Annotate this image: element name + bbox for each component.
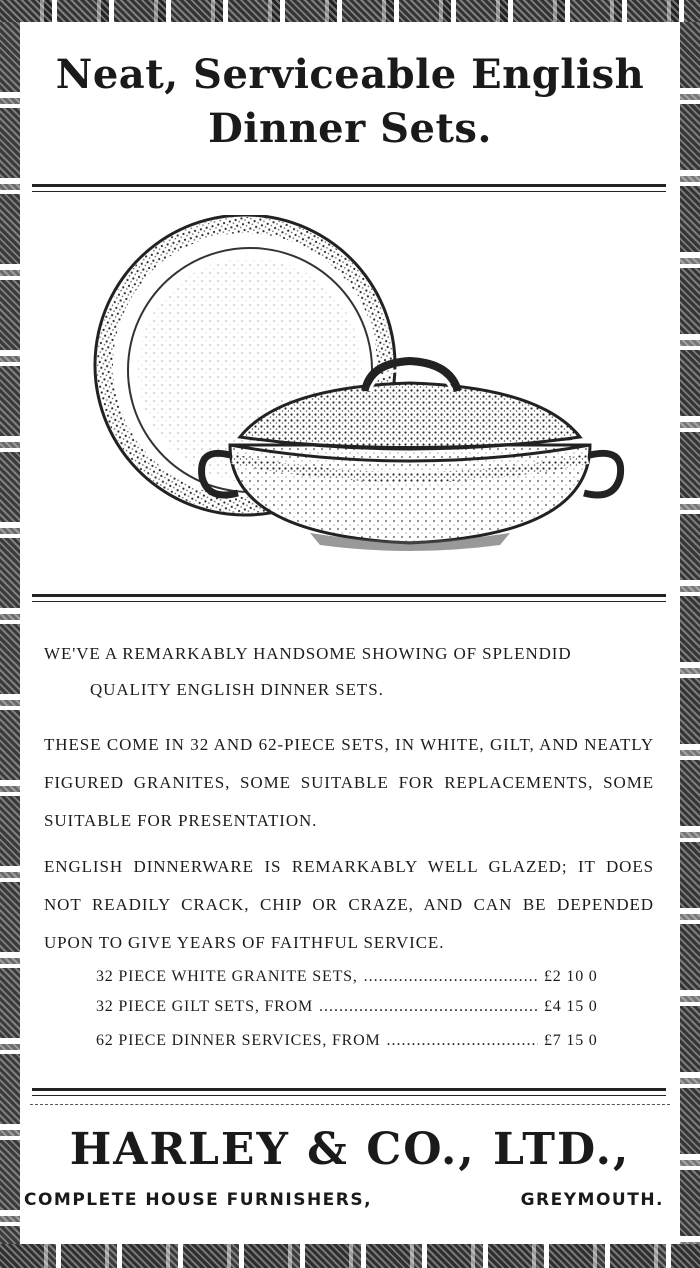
leader-dots: [364, 968, 538, 986]
leader-dots: [319, 998, 538, 1016]
price-row: [96, 968, 636, 998]
leader-dots: [387, 1032, 538, 1050]
dinner-set-illustration: [80, 215, 640, 585]
price-amount: £2 10 0: [544, 968, 598, 985]
price-label: 32 PIECE GILT SETS, FROM: [96, 998, 314, 1015]
divider-middle: [32, 594, 666, 597]
price-amount: £4 15 0: [544, 998, 598, 1015]
headline: [30, 48, 670, 156]
decorative-border-right: [680, 22, 700, 1244]
divider-bottom: [32, 1088, 666, 1091]
intro-line-1: WE'VE A REMARKABLY HANDSOME SHOWING OF SPLENDID: [44, 644, 572, 663]
location: GREYMOUTH.: [520, 1190, 664, 1210]
sets-paragraph: THESE COME IN 32 AND 62-PIECE SETS, IN WHITE, GILT, AND NEATLY FIGURED GRANITES, SOME SUITABLE FOR REPLACEMENTS, SOME SUITABLE FOR PRESENTATION.: [44, 735, 654, 830]
price-label: 62 PIECE DINNER SERVICES, FROM: [96, 1032, 381, 1049]
quality-paragraph: ENGLISH DINNERWARE IS REMARKABLY WELL GLAZED; IT DOES NOT READILY CRACK, CHIP OR CRAZE, AND CAN BE DEPENDED UPON TO GIVE YEARS OF FAITHFUL SERVICE.: [44, 857, 654, 952]
headline-line-2: Dinner Sets.: [208, 105, 492, 152]
decorative-border-left: [0, 22, 20, 1244]
headline-line-1: Neat, Serviceable English: [55, 51, 645, 98]
footer: [24, 1190, 664, 1210]
decorative-border-bottom: [0, 1244, 700, 1268]
price-row: [96, 998, 636, 1028]
price-label: 32 PIECE WHITE GRANITE SETS,: [96, 968, 358, 985]
divider-top: [32, 184, 666, 187]
decorative-border-top: [0, 0, 700, 22]
price-list: [96, 968, 636, 1062]
tagline: COMPLETE HOUSE FURNISHERS,: [24, 1190, 373, 1210]
price-amount: £7 15 0: [544, 1032, 598, 1049]
price-row: [96, 1032, 636, 1062]
divider-thin: [30, 1104, 670, 1105]
intro-paragraph: [44, 636, 654, 708]
company-name: HARLEY & CO., LTD.,: [69, 1124, 631, 1175]
intro-line-2: QUALITY ENGLISH DINNER SETS.: [90, 680, 384, 699]
